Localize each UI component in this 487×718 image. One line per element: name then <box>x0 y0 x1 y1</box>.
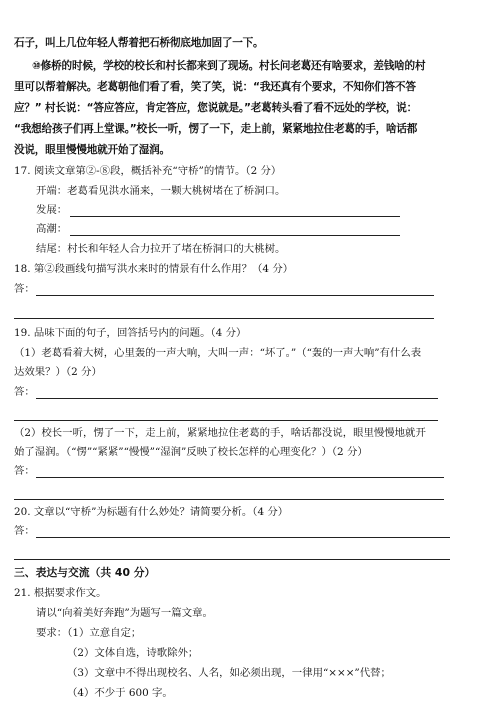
q17-development-label: 发展： <box>36 204 68 216</box>
q19-2-answer-line[interactable] <box>36 477 444 478</box>
passage-paragraph-10-line: 里可以帮着解决。老葛朝他们看了看，笑了笑，说：“我还真有个要求，不知你们答不答 <box>14 81 416 93</box>
q17-start: 开端：老葛看见洪水涌来，一颗大桃树堵在了桥洞口。 <box>36 185 286 197</box>
q19-sub1: 达效果？）（2 分） <box>14 366 102 378</box>
essay-requirement: （3）文章中不得出现校名、人名，如必须出现，一律用“×××”代替； <box>67 667 391 679</box>
passage-paragraph-10-line: 应？” 村长说：“答应答应，肯定答应，您说就是。”老葛转头看了看不远处的学校，说： <box>14 102 418 114</box>
passage-line: 石子，叫上几位年轻人帮着把石桥彻底地加固了一下。 <box>14 37 264 49</box>
q20-answer-line[interactable] <box>36 537 450 538</box>
question-20-title: 20. 文章以“守桥”为标题有什么妙处？请简要分析。（4 分） <box>14 506 289 518</box>
question-19-title: 19. 品味下面的句子，回答括号内的问题。（4 分） <box>14 327 247 339</box>
passage-paragraph-10-line: “我想给孩子们再上堂课。”校长一听，愣了一下，走上前，紧紧地拉住老葛的手，啥话都 <box>14 123 418 135</box>
question-18-title: 18. 第②段画线句描写洪水来时的情景有什么作用？（4 分） <box>14 263 294 275</box>
q19-sub2: （2）校长一听，愣了一下，走上前，紧紧地拉住老葛的手，啥话都没说，眼里慢慢地就开 <box>14 427 426 439</box>
q17-development-answer-line[interactable] <box>70 216 400 217</box>
q18-answer-line[interactable] <box>36 295 434 296</box>
essay-requirement: 要求：（1）立意自定； <box>36 627 142 639</box>
q19-answer-label: 答： <box>14 386 35 398</box>
q17-climax-answer-line[interactable] <box>70 235 400 236</box>
passage-paragraph-10-line: 没说，眼里慢慢地就开始了湿润。 <box>14 144 170 156</box>
q18-answer-label: 答： <box>14 283 35 295</box>
question-17-title: 17. 阅读文章第②-⑧段，概括补充“守桥”的情节。（2 分） <box>14 165 282 177</box>
essay-requirement: （2）文体自选，诗歌除外； <box>67 647 199 659</box>
q19-sub1: （1）老葛看着大树，心里轰的一声大响，大叫一声：“坏了。”（“轰的一声大响”有什么表 <box>14 347 422 359</box>
q19-sub2: 始了湿润。（“愣”“紧紧”“慢慢”“湿润”反映了校长怎样的心理变化？）（2 分） <box>14 446 368 458</box>
passage-paragraph-10-line: ⑩修桥的时候，学校的校长和村长都来到了现场。村长问老葛还有啥要求，差钱啥的村 <box>32 60 426 72</box>
q19-2-answer-line[interactable] <box>14 499 444 500</box>
q19-1-answer-line[interactable] <box>14 420 438 421</box>
q20-answer-line[interactable] <box>14 559 450 560</box>
question-21-title: 21. 根据要求作文。 <box>14 587 107 599</box>
q19-answer-label: 答： <box>14 465 35 477</box>
q18-answer-line[interactable] <box>14 318 434 319</box>
section-3-heading: 三、表达与交流（共 40 分） <box>14 566 156 579</box>
essay-requirement: （4）不少于 600 字。 <box>67 687 173 699</box>
q17-climax-label: 高潮： <box>36 223 68 235</box>
q17-end: 结尾：村长和年轻人合力拉开了堵在桥洞口的大桃树。 <box>36 243 286 255</box>
essay-prompt: 请以“向着美好奔跑”为题写一篇文章。 <box>36 607 213 619</box>
q20-answer-label: 答： <box>14 525 35 537</box>
q19-1-answer-line[interactable] <box>36 398 438 399</box>
